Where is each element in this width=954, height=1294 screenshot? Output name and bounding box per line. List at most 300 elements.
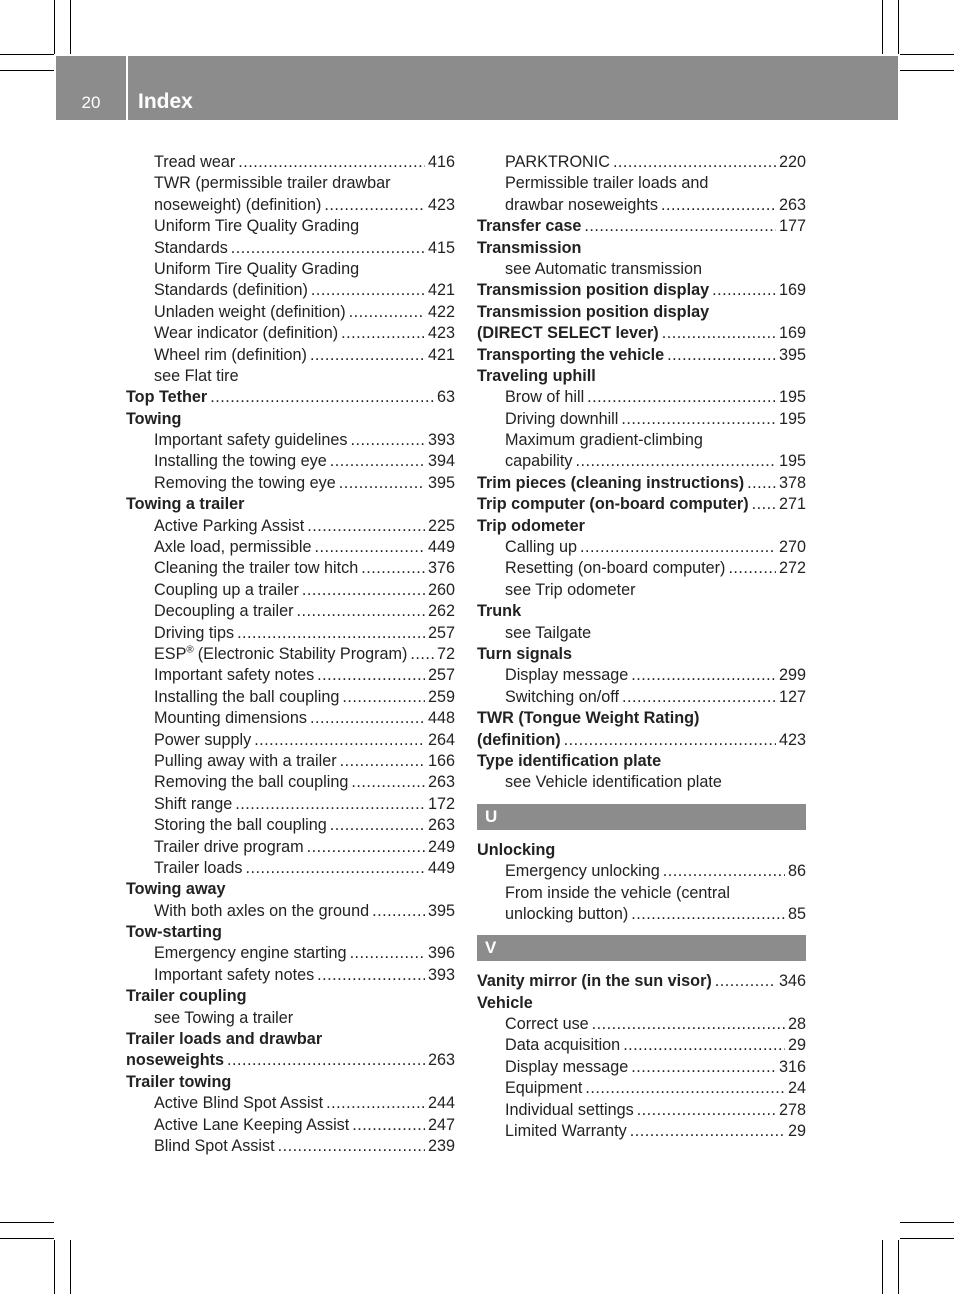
page-reference: 29 — [787, 1036, 806, 1055]
dot-leader — [350, 943, 425, 964]
page-reference: 416 — [427, 153, 455, 171]
page-reference: 423 — [778, 730, 806, 749]
entry-label: Active Parking Assist — [154, 516, 305, 535]
index-entry — [477, 708, 806, 729]
crop-mark — [0, 54, 54, 55]
dot-leader — [630, 1121, 785, 1142]
index-entry — [477, 601, 806, 622]
entry-text — [505, 623, 591, 644]
entry-text — [154, 901, 369, 922]
entry-text — [154, 601, 293, 622]
index-subentry — [126, 451, 455, 472]
index-subentry — [126, 858, 455, 879]
index-entry — [126, 922, 455, 943]
entry-label: With both axles on the ground — [154, 901, 370, 920]
crop-mark — [882, 1240, 883, 1294]
page-reference: 421 — [427, 281, 455, 300]
entry-label: Switching on/off — [505, 687, 619, 706]
index-subentry — [477, 1121, 806, 1142]
entry-label: Storing the ball coupling — [154, 816, 327, 835]
page-reference: 169 — [778, 281, 806, 300]
crop-mark — [0, 1222, 54, 1223]
entry-label: Display message — [505, 1057, 629, 1076]
entry-label: Vehicle — [477, 993, 533, 1012]
crop-mark — [898, 1240, 899, 1294]
entry-text — [154, 195, 321, 216]
page-reference: 423 — [427, 324, 455, 343]
index-subentry — [126, 173, 455, 194]
dot-leader — [752, 494, 776, 515]
index-entry — [477, 993, 806, 1014]
dot-leader — [317, 665, 425, 686]
entry-text — [477, 730, 561, 751]
index-column-left — [126, 152, 455, 1157]
entry-label: Important safety notes — [154, 965, 315, 984]
entry-label: Important safety guidelines — [154, 431, 348, 450]
entry-text — [477, 971, 712, 992]
dot-leader — [339, 473, 425, 494]
page-reference: 395 — [427, 901, 455, 920]
entry-text — [154, 430, 347, 451]
page-number: 20 — [81, 93, 101, 112]
index-subentry — [126, 516, 455, 537]
index-entry — [477, 516, 806, 537]
page-reference: 263 — [778, 195, 806, 214]
index-subentry — [126, 1136, 455, 1157]
dot-leader — [296, 601, 425, 622]
entry-label: Correct use — [505, 1015, 589, 1034]
index-subentry — [477, 665, 806, 686]
index-subentry — [126, 901, 455, 922]
page-reference: 72 — [436, 644, 455, 663]
entry-label: Trailer loads and drawbar — [126, 1030, 323, 1049]
page-reference: 169 — [778, 324, 806, 343]
entry-text — [154, 815, 327, 836]
entry-label: Transmission position display — [477, 281, 710, 300]
entry-label: Axle load, permissible — [154, 538, 312, 557]
index-subentry — [126, 216, 455, 237]
entry-text — [154, 730, 251, 751]
entry-label: Standards (definition) — [154, 281, 308, 300]
entry-label: Towing a trailer — [126, 495, 245, 514]
dot-leader — [361, 558, 425, 579]
entry-text — [154, 323, 338, 344]
page-reference: 415 — [427, 238, 455, 257]
index-subentry — [126, 430, 455, 451]
entry-label: see Flat tire — [154, 366, 239, 385]
dot-leader — [622, 687, 776, 708]
entry-text — [154, 665, 314, 686]
entry-text — [154, 152, 235, 173]
page-reference: 421 — [427, 345, 455, 364]
page-title: Index — [138, 90, 193, 113]
entry-text — [154, 644, 407, 665]
page-reference: 244 — [427, 1094, 455, 1113]
page-reference: 257 — [427, 623, 455, 642]
page-reference: 270 — [778, 538, 806, 557]
dot-leader — [342, 687, 425, 708]
entry-label: Coupling up a trailer — [154, 580, 299, 599]
entry-text — [505, 451, 573, 472]
crop-mark — [898, 0, 899, 54]
entry-text — [505, 409, 618, 430]
entry-text — [154, 173, 391, 194]
entry-label: unlocking button) — [505, 904, 629, 923]
entry-label: TWR (permissible trailer drawbar — [154, 174, 391, 193]
page-reference: 299 — [778, 666, 806, 685]
entry-text — [505, 1035, 620, 1056]
crop-mark — [900, 1238, 954, 1239]
entry-text — [505, 259, 702, 280]
page-reference: 259 — [427, 687, 455, 706]
index-subentry — [477, 883, 806, 904]
entry-text — [477, 708, 699, 729]
dot-leader — [631, 1057, 776, 1078]
entry-label: see Tailgate — [505, 623, 592, 642]
entry-text — [477, 238, 581, 259]
index-subentry — [477, 687, 806, 708]
index-subentry — [477, 409, 806, 430]
dot-leader — [317, 965, 425, 986]
index-subentry — [126, 345, 455, 366]
dot-leader — [410, 644, 434, 665]
entry-text — [126, 922, 222, 943]
index-subentry — [126, 623, 455, 644]
dot-leader — [613, 152, 776, 173]
index-subentry — [126, 473, 455, 494]
entry-text — [477, 323, 659, 344]
dot-leader — [238, 152, 425, 173]
dot-leader — [372, 901, 425, 922]
page-reference: 263 — [427, 1051, 455, 1070]
index-subentry — [126, 195, 455, 216]
entry-text — [505, 665, 628, 686]
index-entry — [126, 387, 455, 408]
dot-leader — [585, 1078, 785, 1099]
entry-label: Resetting (on-board computer) — [505, 559, 726, 578]
index-subentry — [477, 195, 806, 216]
entry-text — [154, 580, 299, 601]
index-entry — [126, 1072, 455, 1093]
index-entry — [477, 971, 806, 992]
entry-label: capability — [505, 452, 573, 471]
entry-label: Individual settings — [505, 1100, 634, 1119]
crop-mark — [70, 1240, 71, 1294]
entry-text — [154, 687, 339, 708]
page-reference: 449 — [427, 858, 455, 877]
entry-text — [154, 794, 232, 815]
entry-text — [154, 708, 307, 729]
entry-text — [477, 302, 709, 323]
entry-label: Unlocking — [477, 840, 556, 859]
dot-leader — [715, 971, 776, 992]
index-entry — [477, 494, 806, 515]
page-reference: 346 — [778, 972, 806, 991]
page-reference: 263 — [427, 773, 455, 792]
entry-text — [477, 644, 572, 665]
entry-label: (definition) — [477, 730, 561, 749]
dot-leader — [350, 430, 425, 451]
dot-leader — [631, 665, 776, 686]
dot-leader — [587, 387, 776, 408]
index-subentry — [126, 580, 455, 601]
dot-leader — [340, 751, 425, 772]
index-subentry — [126, 323, 455, 344]
crop-mark — [900, 70, 954, 71]
page-reference: 166 — [427, 751, 455, 770]
page-reference: 247 — [427, 1115, 455, 1134]
dot-leader — [311, 280, 425, 301]
entry-label: Transfer case — [477, 217, 582, 236]
registered-mark: ® — [186, 644, 194, 656]
entry-label: Trip computer (on-board computer) — [477, 495, 749, 514]
page-reference: 376 — [427, 559, 455, 578]
index-subentry — [126, 794, 455, 815]
dot-leader — [621, 409, 776, 430]
entry-text — [505, 1100, 634, 1121]
entry-label: Trailer drive program — [154, 837, 304, 856]
entry-label: Wheel rim (definition) — [154, 345, 307, 364]
entry-text — [154, 623, 234, 644]
entry-text — [477, 280, 709, 301]
index-subentry — [126, 1115, 455, 1136]
entry-text — [477, 366, 596, 387]
entry-text — [126, 1029, 322, 1050]
entry-text — [126, 879, 226, 900]
index-entry — [477, 366, 806, 387]
entry-label: Maximum gradient-climbing — [505, 431, 703, 450]
index-entry — [477, 345, 806, 366]
index-subentry — [126, 558, 455, 579]
entry-label: Removing the ball coupling — [154, 773, 349, 792]
page-reference: 239 — [427, 1136, 455, 1155]
entry-text — [154, 858, 242, 879]
page-reference: 127 — [778, 687, 806, 706]
entry-text — [477, 601, 521, 622]
dot-leader — [637, 1100, 776, 1121]
index-entry — [477, 216, 806, 237]
entry-label: Standards — [154, 238, 228, 257]
entry-text — [505, 580, 635, 601]
dot-leader — [326, 1093, 425, 1114]
entry-label: Unladen weight (definition) — [154, 302, 346, 321]
index-subentry — [126, 601, 455, 622]
index-subentry — [477, 537, 806, 558]
entry-label: Driving downhill — [505, 409, 619, 428]
index-entry — [126, 494, 455, 515]
dot-leader — [712, 280, 776, 301]
index-subentry — [477, 1014, 806, 1035]
page-reference: 449 — [427, 538, 455, 557]
page-reference: 395 — [427, 473, 455, 492]
page-reference: 195 — [778, 409, 806, 428]
entry-label: Installing the towing eye — [154, 452, 327, 471]
entry-text — [477, 993, 533, 1014]
entry-label: Driving tips — [154, 623, 235, 642]
page-reference: 262 — [427, 602, 455, 621]
page-reference: 378 — [778, 473, 806, 492]
page-reference: 278 — [778, 1100, 806, 1119]
page-reference: 395 — [778, 345, 806, 364]
entry-label: Trailer coupling — [126, 987, 247, 1006]
dot-leader — [661, 195, 776, 216]
dot-leader — [237, 623, 425, 644]
entry-label: Vanity mirror (in the sun visor) — [477, 972, 712, 991]
entry-label: Tow-starting — [126, 923, 222, 942]
entry-label: (DIRECT SELECT lever) — [477, 324, 659, 343]
dot-leader — [580, 537, 776, 558]
entry-text — [126, 409, 181, 430]
page-reference: 260 — [427, 580, 455, 599]
entry-label: Brow of hill — [505, 388, 585, 407]
dot-leader — [227, 1050, 425, 1071]
entry-label: Uniform Tire Quality Grading — [154, 217, 360, 236]
index-subentry — [126, 665, 455, 686]
dot-leader — [349, 302, 425, 323]
entry-label: Wear indicator (definition) — [154, 324, 339, 343]
entry-text — [154, 366, 239, 387]
entry-label: see Automatic transmission — [505, 259, 703, 278]
index-entry — [477, 302, 806, 323]
index-subentry — [126, 152, 455, 173]
entry-text — [505, 1057, 628, 1078]
entry-text — [154, 1136, 275, 1157]
entry-text — [477, 751, 661, 772]
page-reference: 263 — [427, 816, 455, 835]
dot-leader — [631, 904, 785, 925]
entry-text — [477, 516, 585, 537]
index-subentry — [126, 302, 455, 323]
entry-text — [505, 1078, 582, 1099]
entry-label: Active Lane Keeping Assist — [154, 1115, 350, 1134]
index-entry — [477, 730, 806, 751]
index-subentry — [477, 430, 806, 451]
entry-text — [505, 387, 584, 408]
crop-mark — [0, 70, 54, 71]
index-entry — [477, 473, 806, 494]
entry-label: Trunk — [477, 602, 522, 621]
entry-text — [154, 772, 348, 793]
dot-leader — [307, 837, 425, 858]
page-reference: 195 — [778, 452, 806, 471]
page-reference: 24 — [787, 1079, 806, 1098]
entry-text — [154, 537, 311, 558]
entry-label: Data acquisition — [505, 1036, 621, 1055]
dot-leader — [307, 516, 425, 537]
entry-text — [505, 152, 610, 173]
entry-text — [126, 1050, 224, 1071]
entry-label: Limited Warranty — [505, 1122, 627, 1141]
entry-label: Important safety notes — [154, 666, 315, 685]
entry-label: Decoupling a trailer — [154, 602, 294, 621]
entry-label: Top Tether — [126, 388, 208, 407]
crop-mark — [54, 1240, 55, 1294]
index-subentry — [126, 280, 455, 301]
entry-label: Blind Spot Assist — [154, 1136, 275, 1155]
entry-text — [154, 451, 327, 472]
entry-text — [154, 280, 308, 301]
entry-label: Transmission — [477, 238, 582, 257]
index-entry — [126, 986, 455, 1007]
entry-label: Transporting the vehicle — [477, 345, 665, 364]
index-entry — [126, 1050, 455, 1071]
entry-text — [154, 837, 304, 858]
index-subentry — [477, 1078, 806, 1099]
entry-label-continued: (Electronic Stability Program) — [197, 644, 408, 663]
dot-leader — [235, 794, 425, 815]
index-subentry — [477, 387, 806, 408]
section-letter-header: V — [477, 935, 806, 961]
page-reference: 393 — [427, 431, 455, 450]
dot-leader — [278, 1136, 425, 1157]
entry-label: From inside the vehicle (central — [505, 883, 730, 902]
entry-text — [154, 238, 228, 259]
index-subentry — [477, 558, 806, 579]
index-column-right — [477, 152, 806, 1142]
index-subentry — [477, 772, 806, 793]
index-subentry — [126, 1093, 455, 1114]
section-letter-header: U — [477, 804, 806, 830]
index-subentry — [126, 687, 455, 708]
entry-label: Shift range — [154, 794, 233, 813]
index-entry — [477, 644, 806, 665]
page-reference: 394 — [427, 452, 455, 471]
entry-text — [154, 943, 347, 964]
dot-leader — [584, 216, 776, 237]
page-reference: 225 — [427, 516, 455, 535]
dot-leader — [576, 451, 776, 472]
entry-label: Removing the towing eye — [154, 473, 336, 492]
page-reference: 63 — [436, 388, 455, 407]
entry-text — [126, 986, 247, 1007]
index-subentry — [477, 173, 806, 194]
entry-text — [505, 173, 708, 194]
entry-label: PARKTRONIC — [505, 153, 610, 171]
entry-text — [126, 1072, 231, 1093]
entry-text — [505, 883, 730, 904]
entry-text — [505, 904, 628, 925]
entry-label: Turn signals — [477, 644, 573, 663]
crop-mark — [0, 1238, 54, 1239]
entry-text — [505, 430, 703, 451]
crop-mark — [70, 0, 71, 54]
index-subentry — [126, 943, 455, 964]
entry-text — [154, 302, 346, 323]
entry-text — [477, 840, 555, 861]
page-reference: 195 — [778, 388, 806, 407]
entry-label: Towing away — [126, 880, 226, 899]
entry-text — [154, 751, 337, 772]
page-reference: 28 — [787, 1015, 806, 1034]
index-subentry — [477, 904, 806, 925]
page-reference: 172 — [427, 794, 455, 813]
entry-text — [154, 216, 359, 237]
index-subentry — [126, 708, 455, 729]
entry-label: Mounting dimensions — [154, 709, 307, 728]
index-subentry — [477, 1100, 806, 1121]
dot-leader — [324, 195, 425, 216]
entry-label: Trip odometer — [477, 516, 585, 535]
entry-text — [477, 473, 744, 494]
index-subentry — [477, 451, 806, 472]
index-entry — [477, 751, 806, 772]
index-subentry — [126, 537, 455, 558]
entry-label: noseweights — [126, 1051, 225, 1070]
dot-leader — [310, 345, 425, 366]
dot-leader — [314, 537, 425, 558]
entry-text — [477, 494, 749, 515]
index-entry — [477, 238, 806, 259]
